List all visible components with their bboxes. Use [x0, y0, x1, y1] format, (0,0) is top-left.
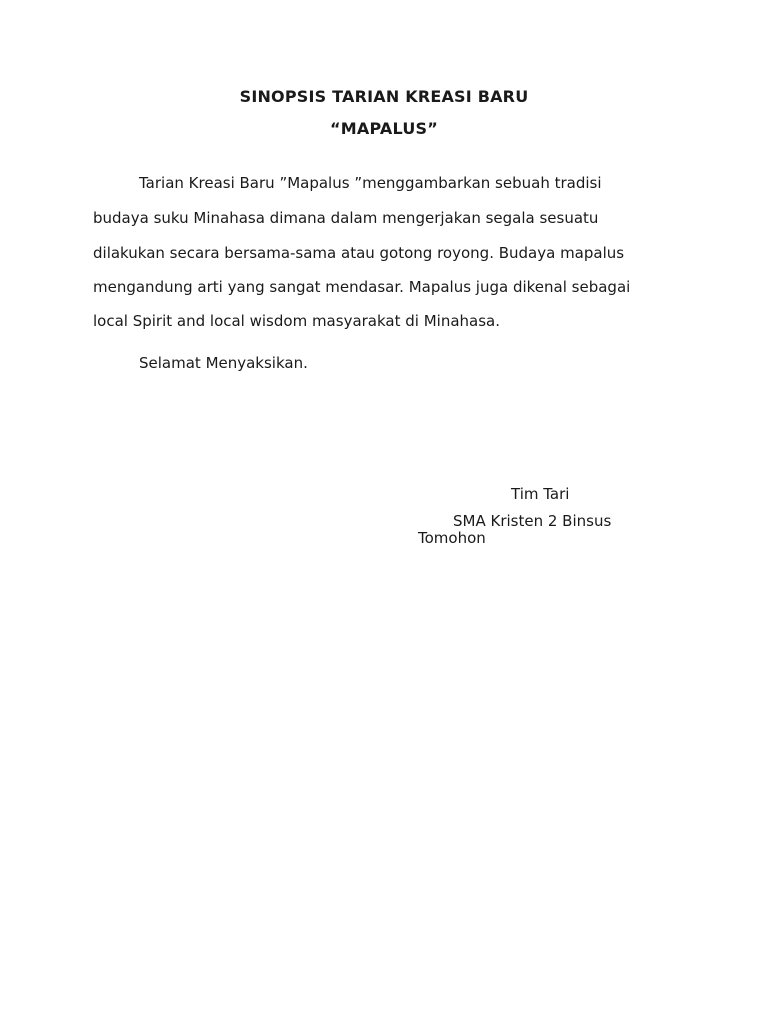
signature-school: SMA Kristen 2 Binsus	[453, 512, 612, 530]
signature-city: Tomohon	[418, 529, 486, 547]
paragraph-line: Tarian Kreasi Baru ”Mapalus ”menggambarkan sebuah tradisi	[139, 174, 602, 192]
paragraph-line: dilakukan secara bersama-sama atau gotong royong. Budaya mapalus	[93, 244, 625, 262]
document-subtitle: “MAPALUS”	[330, 119, 438, 138]
closing-line: Selamat Menyaksikan.	[139, 354, 308, 372]
signature-team: Tim Tari	[511, 485, 570, 503]
document-title: SINOPSIS TARIAN KREASI BARU	[239, 87, 529, 106]
paragraph-line: local Spirit and local wisdom masyarakat di Minahasa.	[93, 312, 500, 330]
paragraph-line: mengandung arti yang sangat mendasar. Mapalus juga dikenal sebagai	[93, 278, 631, 296]
paragraph-line: budaya suku Minahasa dimana dalam mengerjakan segala sesuatu	[93, 209, 599, 227]
